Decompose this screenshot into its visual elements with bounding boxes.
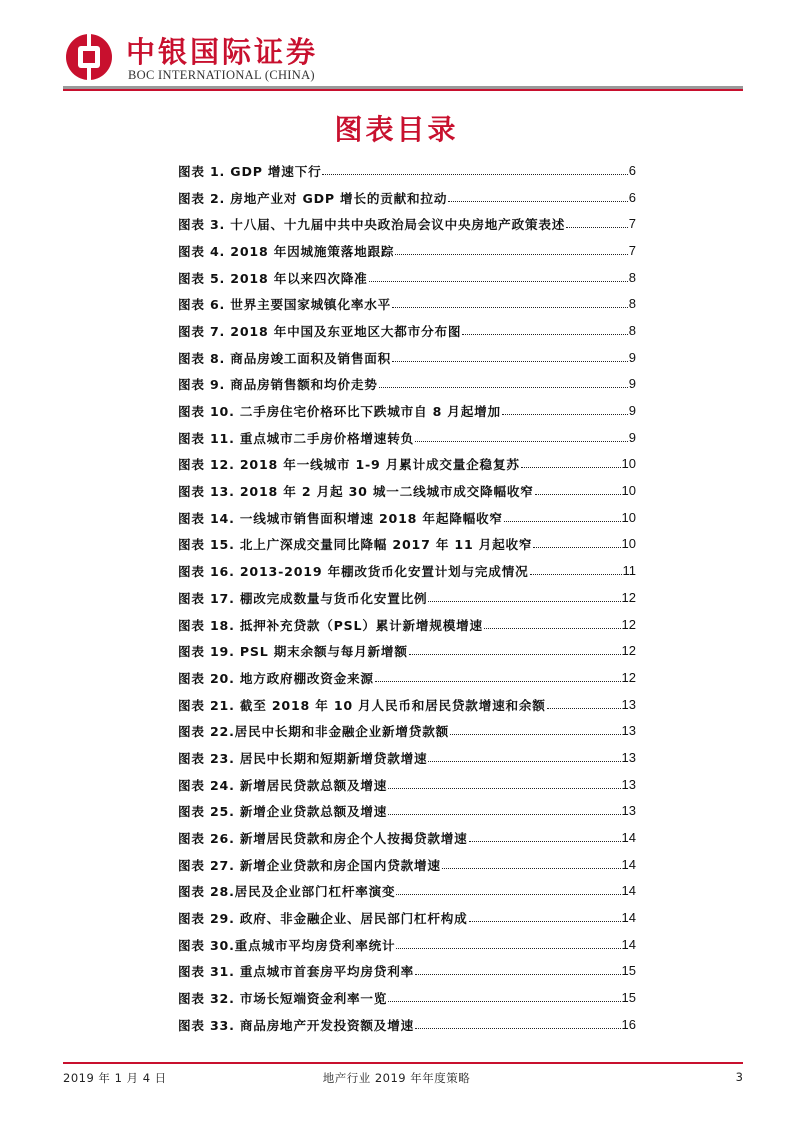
toc-entry-label: 图表 14. 一线城市销售面积增速 2018 年起降幅收窄 [178,510,503,526]
toc-entry[interactable] [178,477,636,504]
toc-entry-label: 图表 10. 二手房住宅价格环比下跌城市自 8 月起增加 [178,404,501,420]
toc-entry-page: 6 [628,162,636,178]
toc-entry-page: 14 [621,856,636,872]
toc-entry[interactable] [178,611,636,638]
toc-entry-label: 图表 1. GDP 增速下行 [178,163,322,179]
toc-entry[interactable] [178,717,636,744]
toc-entry-page: 9 [628,429,636,445]
footer-report-title: 地产行业 2019 年年度策略 [322,1071,471,1085]
toc-entry-label: 图表 16. 2013-2019 年棚改货币化安置计划与完成情况 [178,564,529,580]
toc-entry-label: 图表 13. 2018 年 2 月起 30 城一二线城市成交降幅收窄 [178,484,534,500]
toc-entry[interactable] [178,157,636,184]
toc-entry[interactable] [178,584,636,611]
toc-entry-page: 11 [622,563,636,579]
toc-entry-label: 图表 19. PSL 期末余额与每月新增额 [178,644,408,660]
toc-leader-dots [504,521,621,522]
toc-entry[interactable] [178,264,636,291]
toc-entry-label: 图表 24. 新增居民贷款总额及增速 [178,777,388,793]
toc-entry-label: 图表 18. 抵押补充贷款（PSL）累计新增规模增速 [178,617,483,633]
toc-leader-dots [375,681,621,682]
brand-name-cn: 中银国际证券 [126,35,319,69]
footer-page-number: 3 [735,1070,743,1084]
toc-entry-page: 13 [621,776,636,792]
toc-entry[interactable] [178,290,636,317]
toc-leader-dots [392,307,628,308]
toc-leader-dots [469,921,621,922]
toc-entry-label: 图表 9. 商品房销售额和均价走势 [178,377,378,393]
toc-leader-dots [396,948,620,949]
toc-leader-dots [415,1028,621,1029]
toc-entry-page: 14 [621,830,636,846]
toc-entry-page: 10 [621,456,636,472]
toc-entry[interactable] [178,1011,636,1038]
toc-leader-dots [388,814,620,815]
toc-leader-dots [535,494,621,495]
toc-entry[interactable] [178,664,636,691]
toc-entry-page: 13 [621,749,636,765]
toc-entry-label: 图表 32. 市场长短端资金利率一览 [178,991,388,1007]
boc-logo-icon [64,32,114,82]
toc-leader-dots [469,841,621,842]
toc-entry-page: 10 [621,536,636,552]
toc-leader-dots [392,361,628,362]
toc-entry[interactable] [178,317,636,344]
toc-entry[interactable] [178,424,636,451]
toc-entry-page: 10 [621,509,636,525]
table-of-figures [178,157,636,1038]
toc-entry[interactable] [178,557,636,584]
toc-entry-page: 7 [628,216,636,232]
toc-leader-dots [502,414,628,415]
toc-entry-label: 图表 3. 十八届、十九届中共中央政治局会议中央房地产政策表述 [178,217,566,233]
toc-leader-dots [379,387,628,388]
toc-leader-dots [566,227,628,228]
toc-entry[interactable] [178,904,636,931]
toc-entry-label: 图表 29. 政府、非金融企业、居民部门杠杆构成 [178,911,468,927]
toc-entry-page: 14 [621,910,636,926]
toc-entry-label: 图表 11. 重点城市二手房价格增速转负 [178,430,414,446]
toc-entry-label: 图表 31. 重点城市首套房平均房贷利率 [178,964,414,980]
toc-entry-label: 图表 5. 2018 年以来四次降准 [178,270,368,286]
toc-entry[interactable] [178,798,636,825]
toc-entry-label: 图表 20. 地方政府棚改资金来源 [178,670,374,686]
toc-entry[interactable] [178,184,636,211]
toc-entry-label: 图表 8. 商品房竣工面积及销售面积 [178,350,392,366]
toc-entry[interactable] [178,744,636,771]
page-header [0,0,793,95]
toc-leader-dots [396,894,620,895]
toc-entry[interactable] [178,958,636,985]
toc-entry-label: 图表 7. 2018 年中国及东亚地区大都市分布图 [178,323,462,339]
toc-entry[interactable] [178,637,636,664]
toc-entry[interactable] [178,504,636,531]
toc-entry-label: 图表 17. 棚改完成数量与货币化安置比例 [178,590,428,606]
toc-leader-dots [521,467,621,468]
toc-entry-page: 14 [621,936,636,952]
toc-entry[interactable] [178,531,636,558]
toc-leader-dots [322,174,627,175]
toc-entry-page: 16 [621,1016,636,1032]
toc-entry[interactable] [178,984,636,1011]
toc-entry-page: 8 [628,322,636,338]
toc-entry-page: 13 [621,803,636,819]
toc-entry-page: 13 [621,723,636,739]
toc-leader-dots [388,1001,620,1002]
toc-leader-dots [484,628,621,629]
toc-entry-label: 图表 12. 2018 年一线城市 1-9 月累计成交量企稳复苏 [178,457,520,473]
toc-entry[interactable] [178,691,636,718]
toc-entry-label: 图表 2. 房地产业对 GDP 增长的贡献和拉动 [178,190,448,206]
toc-entry-page: 9 [628,376,636,392]
toc-entry[interactable] [178,237,636,264]
toc-leader-dots [448,201,628,202]
toc-entry[interactable] [178,771,636,798]
toc-entry-page: 10 [621,483,636,499]
toc-entry-label: 图表 22.居民中长期和非金融企业新增贷款额 [178,724,449,740]
toc-entry-label: 图表 21. 截至 2018 年 10 月人民币和居民贷款增速和余额 [178,697,546,713]
toc-entry-page: 12 [621,643,636,659]
toc-leader-dots [409,654,621,655]
toc-entry-label: 图表 25. 新增企业贷款总额及增速 [178,804,388,820]
toc-entry[interactable] [178,878,636,905]
toc-entry-label: 图表 26. 新增居民贷款和房企个人按揭贷款增速 [178,831,468,847]
toc-leader-dots [428,601,620,602]
toc-entry-page: 7 [628,242,636,258]
toc-entry-page: 8 [628,269,636,285]
toc-entry[interactable] [178,824,636,851]
page-title: 图表目录 [334,113,459,146]
toc-entry-page: 6 [628,189,636,205]
toc-entry-label: 图表 15. 北上广深成交量同比降幅 2017 年 11 月起收窄 [178,537,533,553]
footer-divider [63,1062,743,1064]
toc-entry-label: 图表 33. 商品房地产开发投资额及增速 [178,1017,414,1033]
toc-leader-dots [450,734,621,735]
toc-entry-label: 图表 27. 新增企业贷款和房企国内贷款增速 [178,857,441,873]
toc-entry-label: 图表 6. 世界主要国家城镇化率水平 [178,297,392,313]
toc-entry[interactable] [178,931,636,958]
toc-entry-label: 图表 23. 居民中长期和短期新增贷款增速 [178,750,428,766]
toc-leader-dots [533,547,620,548]
toc-entry[interactable] [178,397,636,424]
toc-entry[interactable] [178,371,636,398]
toc-entry-label: 图表 28.居民及企业部门杠杆率演变 [178,884,396,900]
toc-leader-dots [442,868,621,869]
toc-entry-label: 图表 4. 2018 年因城施策落地跟踪 [178,243,395,259]
toc-leader-dots [428,761,620,762]
toc-leader-dots [530,574,622,575]
toc-entry-page: 12 [621,616,636,632]
toc-entry-page: 9 [628,349,636,365]
header-divider-accent [63,89,743,91]
toc-entry-page: 15 [621,963,636,979]
toc-leader-dots [462,334,628,335]
toc-entry[interactable] [178,851,636,878]
toc-leader-dots [547,708,621,709]
brand-name-en: BOC INTERNATIONAL (CHINA) [128,68,315,82]
toc-entry-page: 15 [621,990,636,1006]
footer-date: 2019 年 1 月 4 日 [63,1071,167,1085]
toc-entry-page: 12 [621,589,636,605]
toc-entry-page: 14 [621,883,636,899]
toc-entry-page: 12 [621,669,636,685]
toc-leader-dots [395,254,627,255]
toc-entry[interactable] [178,210,636,237]
toc-leader-dots [369,281,628,282]
toc-entry-label: 图表 30.重点城市平均房贷利率统计 [178,937,396,953]
toc-entry-page: 13 [621,696,636,712]
toc-entry[interactable] [178,451,636,478]
toc-leader-dots [388,788,620,789]
toc-entry-page: 8 [628,296,636,312]
toc-entry[interactable] [178,344,636,371]
toc-entry-page: 9 [628,403,636,419]
toc-leader-dots [415,974,621,975]
toc-leader-dots [415,441,628,442]
